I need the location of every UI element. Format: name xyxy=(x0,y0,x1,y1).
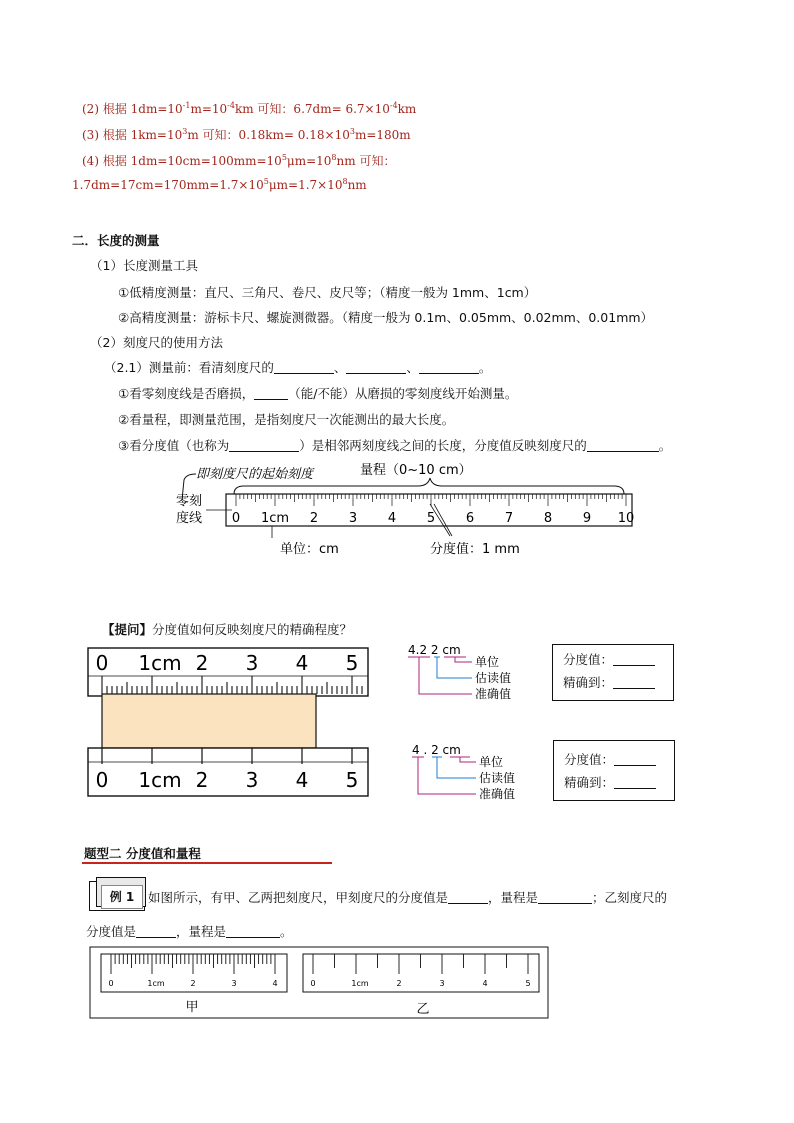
top-ruler-label: 5 xyxy=(345,651,359,675)
fill-blank[interactable] xyxy=(226,925,280,938)
step-range: ②看量程，即测量范围，是指刻度尺一次能测出的最大长度。 xyxy=(118,412,455,427)
ruler-tick-label: 6 xyxy=(465,511,475,526)
fill-blank[interactable] xyxy=(254,387,288,400)
legend-exact: 准确值 xyxy=(479,787,516,801)
example-rulers xyxy=(89,946,551,1020)
example-line-1: 如图所示，有甲、乙两把刻度尺，甲刻度尺的分度值是 ，量程是 ；乙刻度尺的 xyxy=(148,890,668,905)
yi-tick-label: 5 xyxy=(525,979,531,988)
bottom-ruler-label: 0 xyxy=(95,768,109,792)
tool-high-precision: ②高精度测量：游标卡尺、螺旋测微器。（精度一般为 0.1m、0.05mm、0.02mm、0.01mm） xyxy=(118,310,654,325)
ruler-jia-label: 甲 xyxy=(185,1000,199,1015)
reading-diagram-bottom xyxy=(404,736,544,802)
yi-tick-label: 2 xyxy=(396,979,402,988)
comparison-rulers xyxy=(86,646,372,802)
division-label: 分度值：1 mm xyxy=(430,542,520,557)
usage-heading: （2）刻度尺的使用方法 xyxy=(90,335,223,350)
range-label: 量程（0~10 cm） xyxy=(360,463,472,478)
type2-title: 题型二 分度值和量程 xyxy=(84,846,201,861)
legend-estimate: 估读值 xyxy=(475,671,512,685)
section-title: 二．长度的测量 xyxy=(72,233,160,248)
reading-bottom-value: 4 . 2 cm xyxy=(412,743,461,757)
example-tag: 例 1 xyxy=(101,885,143,909)
fill-blank[interactable] xyxy=(613,676,655,689)
bottom-ruler-label: 2 xyxy=(195,768,209,792)
top-ruler-label: 1cm xyxy=(138,651,182,675)
tool-low-precision: ①低精度测量：直尺、三角尺、卷尺、皮尺等；（精度一般为 1mm、1cm） xyxy=(118,285,537,300)
legend-unit: 单位 xyxy=(475,655,500,669)
title-underline xyxy=(82,862,332,864)
legend-estimate: 估读值 xyxy=(479,771,516,785)
ruler-tick-label: 10 xyxy=(617,511,635,526)
yi-tick-label: 0 xyxy=(310,979,316,988)
answer-box-top: 分度值： 精确到： xyxy=(552,644,674,701)
yi-tick-label: 3 xyxy=(439,979,445,988)
fill-blank[interactable] xyxy=(614,753,656,766)
top-ruler-label: 2 xyxy=(195,651,209,675)
fill-blank[interactable] xyxy=(346,361,406,374)
conversion-line-4: (4) 根据 $1dm=10cm=100mm=10^5\mu m=10^8nm$ 可知： xyxy=(82,153,396,168)
question-line: 【提问】分度值如何反映刻度尺的精确程度？ xyxy=(102,622,353,637)
reading-diagram-top xyxy=(404,640,544,702)
precise-ruler xyxy=(88,648,368,696)
bottom-ruler-label: 3 xyxy=(245,768,259,792)
measured-object xyxy=(102,694,316,748)
start-note-text: 即刻度尺的起始刻度 xyxy=(196,467,314,482)
zero-line-label-2: 度线 xyxy=(176,511,203,526)
conversion-line-2: (2) 根据 $1dm=10^{-1}m=10^{-4}km$ 可知：$6.7dm= 6.7\times 10^{-4}km$ xyxy=(82,101,417,116)
jia-tick-label: 2 xyxy=(190,979,196,988)
ruler-tick-label: 9 xyxy=(582,511,592,526)
ruler-figure xyxy=(160,456,650,564)
step-zero-line: ①看零刻度线是否磨损， （能/不能）从磨损的零刻度线开始测量。 xyxy=(118,386,518,401)
before-measure-line: （2.1）测量前：看清刻度尺的 、 、 。 xyxy=(104,360,492,375)
fill-blank[interactable] xyxy=(229,439,299,452)
ruler-tick-label: 4 xyxy=(387,511,397,526)
yi-tick-label: 1cm xyxy=(351,979,369,988)
conversion-line-3: (3) 根据 $1km=10^3m$ 可知：$0.18km= 0.18\times 10^3m=180m$ xyxy=(82,127,411,142)
jia-tick-label: 3 xyxy=(231,979,237,988)
tools-heading: （1）长度测量工具 xyxy=(90,258,198,273)
jia-tick-label: 1cm xyxy=(147,979,165,988)
ruler-tick-label: 8 xyxy=(543,511,553,526)
ruler-tick-label: 2 xyxy=(309,511,319,526)
ruler-yi xyxy=(303,954,539,992)
legend-unit: 单位 xyxy=(479,755,504,769)
jia-tick-label: 0 xyxy=(108,979,114,988)
fill-blank[interactable] xyxy=(136,925,176,938)
example-tag-box xyxy=(89,881,145,911)
fill-blank[interactable] xyxy=(419,361,479,374)
ruler-tick-label: 7 xyxy=(504,511,514,526)
reading-top-value: 4.2 2 cm xyxy=(408,643,461,657)
legend-exact: 准确值 xyxy=(475,687,512,701)
fill-blank[interactable] xyxy=(274,361,334,374)
conversion-line-4-result: $1.7dm=17cm=170mm=1.7\times 10^5\mu m=1.7\times 10^8nm$ xyxy=(72,177,367,192)
bottom-ruler-label: 4 xyxy=(295,768,309,792)
coarse-ruler xyxy=(88,748,368,796)
top-ruler-label: 3 xyxy=(245,651,259,675)
step-division: ③看分度值（也称为 ）是相邻两刻度线之间的长度，分度值反映刻度尺的 。 xyxy=(118,438,672,453)
unit-label: 单位：cm xyxy=(280,542,339,557)
jia-tick-label: 4 xyxy=(272,979,278,988)
bottom-ruler-label: 1cm xyxy=(138,768,182,792)
answer-box-bottom: 分度值： 精确到： xyxy=(553,740,675,801)
ruler-tick-label: 0 xyxy=(231,511,241,526)
fill-blank[interactable] xyxy=(614,776,656,789)
fill-blank[interactable] xyxy=(613,653,655,666)
example-line-2: 分度值是 ，量程是 。 xyxy=(86,924,293,939)
ruler-tick-label: 1cm xyxy=(260,511,290,526)
bottom-ruler-label: 5 xyxy=(345,768,359,792)
top-ruler-label: 4 xyxy=(295,651,309,675)
ruler-yi-label: 乙 xyxy=(416,1002,430,1017)
fill-blank[interactable] xyxy=(538,891,592,904)
ruler-tick-label: 5 xyxy=(426,511,436,526)
yi-tick-label: 4 xyxy=(482,979,488,988)
ruler-tick-label: 3 xyxy=(348,511,358,526)
top-ruler-label: 0 xyxy=(95,651,109,675)
fill-blank[interactable] xyxy=(448,891,488,904)
zero-line-label-1: 零刻 xyxy=(176,494,203,509)
fill-blank[interactable] xyxy=(587,439,659,452)
